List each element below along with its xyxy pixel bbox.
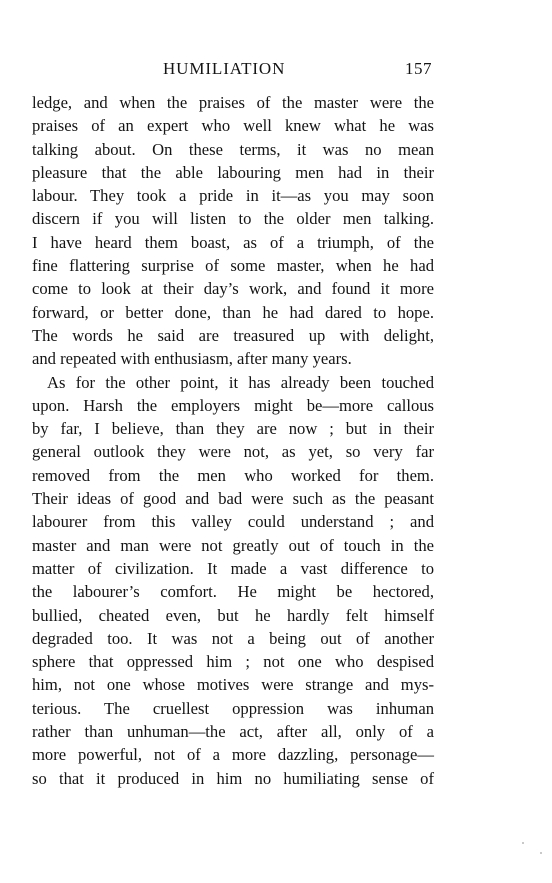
text-line: terious. The cruellest oppression was inhuman [32,698,434,718]
text-line: ledge, and when the praises of the master were the [32,93,434,112]
text-line: rather than unhuman—the act, after all, only of a [32,722,434,742]
text-line: degraded too. It was not a being out of another [32,628,434,648]
text-line: praises of an expert who well knew what he was [32,116,434,136]
text-line: so that it produced in him no humiliating sense of [32,768,434,788]
text-line: The words he said are treasured up with delight, [32,325,434,345]
paragraph-first-line: As for the other point, it has already been touched [47,372,434,392]
text-line: upon. Harsh the employers might be—more callous [32,395,434,415]
text-line: pleasure that the able labouring men had in their [32,162,434,182]
text-line: by far, I believe, than they are now ; but in their [32,419,434,439]
text-line: forward, or better done, than he had dared to hope. [32,302,434,322]
text-line: sphere that oppressed him ; not one who despised [32,652,434,672]
text-line: general outlook they were not, as yet, so very far [32,442,434,462]
body-text [32,91,434,790]
paragraph-end-line: and repeated with enthusiasm, after many years. [32,349,352,369]
scan-speck [540,852,542,854]
text-line: fine flattering surprise of some master, when he had [32,256,434,276]
text-line: Their ideas of good and bad were such as the peasant [32,489,434,509]
running-head [0,58,552,84]
text-line: I have heard them boast, as of a triumph, of the [32,232,434,252]
text-line: discern if you will listen to the older men talking. [32,209,434,229]
text-line: him, not one whose motives were strange and mys- [32,675,434,695]
text-line: more powerful, not of a more dazzling, personage— [32,745,434,765]
text-line: matter of civilization. It made a vast difference to [32,558,434,578]
text-line: labourer from this valley could understand ; and [32,512,434,532]
text-line: removed from the men who worked for them. [32,465,434,485]
running-title: HUMILIATION [163,59,286,78]
text-line: bullied, cheated even, but he hardly felt himself [32,605,434,625]
text-line: master and man were not greatly out of touch in the [32,535,434,555]
text-line: labour. They took a pride in it—as you may soon [32,186,434,206]
text-line: talking about. On these terms, it was no mean [32,139,434,159]
scan-speck [522,842,524,844]
text-line: the labourer’s comfort. He might be hectored, [32,582,434,602]
text-line: come to look at their day’s work, and found it more [32,279,434,299]
page-number: 157 [405,59,432,78]
